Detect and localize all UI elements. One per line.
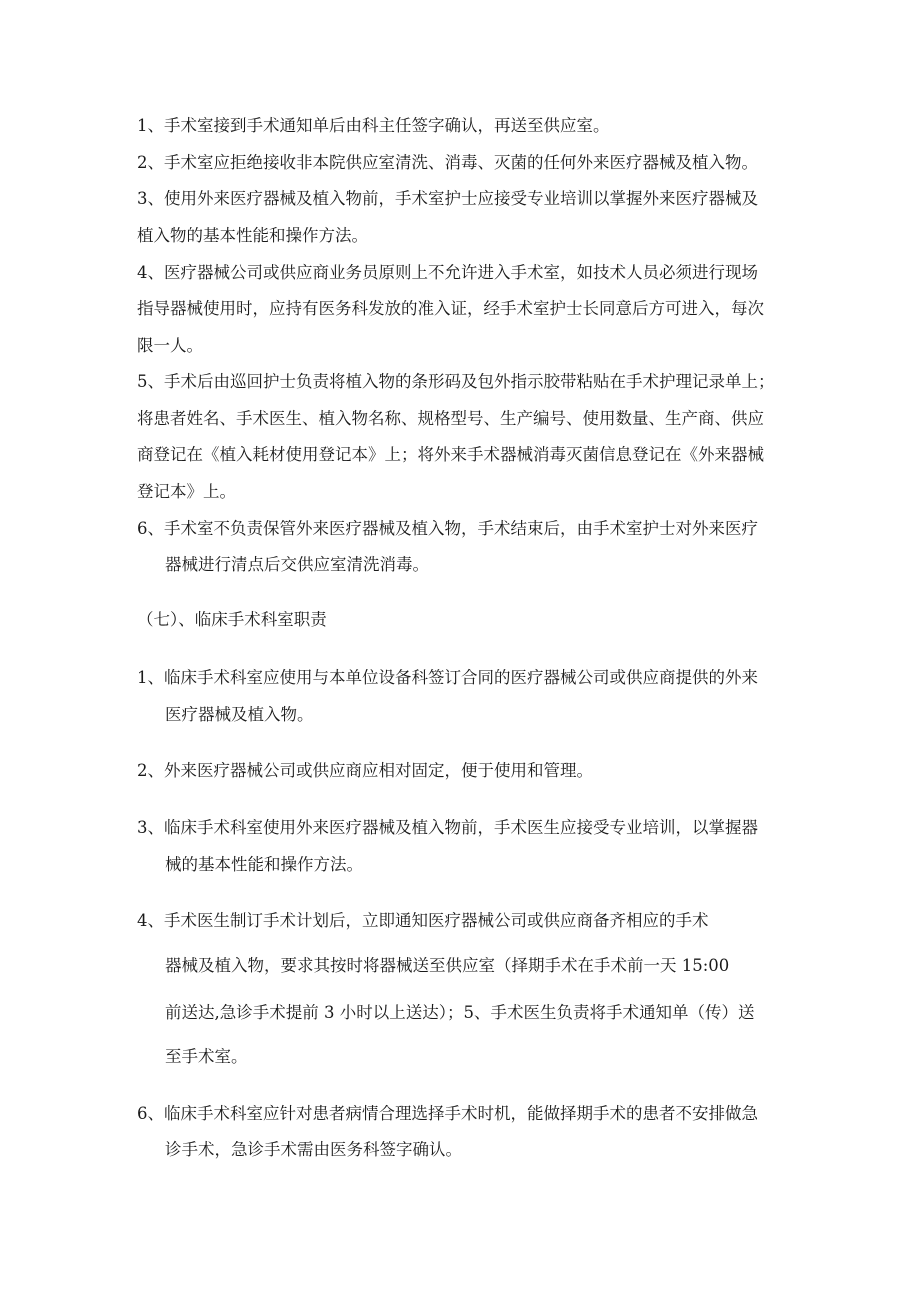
- text-line: 4、医疗器械公司或供应商业务员原则上不允许进入手术室，如技术人员必须进行现场: [137, 263, 758, 282]
- text-line: 1、手术室接到手术通知单后由科主任签字确认，再送至供应室。: [137, 116, 610, 135]
- text-line: 6、临床手术科室应针对患者病情合理选择手术时机，能做择期手术的患者不安排做急: [137, 1104, 758, 1123]
- text-line: 前送达,急诊手术提前 3 小时以上送达）；5、手术医生负责将手术通知单（传）送: [165, 1003, 755, 1022]
- text-line: 器械进行清点后交供应室清洗消毒。: [165, 555, 429, 574]
- text-line: 医疗器械及植入物。: [165, 705, 314, 724]
- text-line: 5、手术后由巡回护士负责将植入物的条形码及包外指示胶带粘贴在手术护理记录单上；: [137, 372, 775, 391]
- text-line: 6、手术室不负责保管外来医疗器械及植入物，手术结束后，由手术室护士对外来医疗: [137, 519, 758, 538]
- text-line: 1、临床手术科室应使用与本单位设备科签订合同的医疗器械公司或供应商提供的外来: [137, 668, 758, 687]
- text-line: 3、使用外来医疗器械及植入物前，手术室护士应接受专业培训以掌握外来医疗器械及: [137, 189, 758, 208]
- text-line: 商登记在《植入耗材使用登记本》上；将外来手术器械消毒灭菌信息登记在《外来器械: [137, 445, 764, 464]
- text-line: 植入物的基本性能和操作方法。: [137, 226, 368, 245]
- text-line: 至手术室。: [165, 1047, 248, 1066]
- text-line: 械的基本性能和操作方法。: [165, 855, 363, 874]
- text-line: 2、手术室应拒绝接收非本院供应室清洗、消毒、灭菌的任何外来医疗器械及植入物。: [137, 153, 758, 172]
- text-line: 限一人。: [137, 336, 203, 355]
- text-line: 登记本》上。: [137, 482, 236, 501]
- text-line: 将患者姓名、手术医生、植入物名称、规格型号、生产编号、使用数量、生产商、供应: [137, 409, 764, 428]
- text-line: 2、外来医疗器械公司或供应商应相对固定，便于使用和管理。: [137, 761, 593, 780]
- text-line: 3、临床手术科室使用外来医疗器械及植入物前，手术医生应接受专业培训，以掌握器: [137, 818, 758, 837]
- text-line: 指导器械使用时，应持有医务科发放的准入证，经手术室护士长同意后方可进入，每次: [137, 299, 764, 318]
- text-line: 4、手术医生制订手术计划后，立即通知医疗器械公司或供应商备齐相应的手术: [137, 911, 709, 930]
- text-line: 器械及植入物，要求其按时将器械送至供应室（择期手术在手术前一天 15:00: [165, 956, 730, 975]
- text-line: 诊手术，急诊手术需由医务科签字确认。: [165, 1140, 462, 1159]
- section-heading: （七）、临床手术科室职责: [137, 610, 327, 629]
